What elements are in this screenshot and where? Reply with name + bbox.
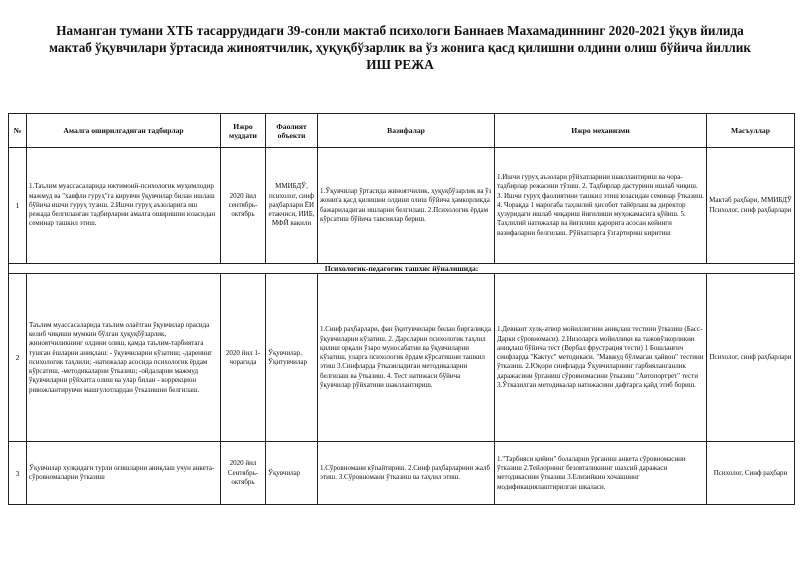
row-mechanism: 1."Тарбияси қийин" болаларни ўрганиш анкета сўровномасини ўтказиш 2.Тейлорнинг безовталикнинг шахсий даражаси методикасини ўтказиш 3.Елизийкин хочашнинг модификациялаштирилган шкаласи. <box>495 442 707 505</box>
row-object: ММИБДЎ, психолог, синф раҳбарлари ЁИ етакчиси, ИИБ, МФЙ вакили <box>266 148 318 264</box>
section-title: Психологик-педагогик ташхис йўналишида: <box>9 264 795 274</box>
row-tasks: 1.Сўровномани кўпайтириш. 2.Синф раҳбарларини жалб этиш. 3.Сўровномани ўтказиш ва таҳлил этиш. <box>318 442 495 505</box>
plan-table <box>8 113 795 505</box>
table-row <box>9 274 795 442</box>
row-mechanism: 1.Ишчи гуруҳ аъзолари рўйхатларини шакллантириш ва чора-тадбирлар режасини тўзиш. 2. Тадбирлар дастурини ишлаб чиқиш. 3. Ишчи гуруҳ фаолиятини ташкил этиш юзасидан семинар ўтказиш. 4. Чорақда 1 марогаба таҳлилий ҳисобот тайёрлаш ва директор ҳузуридаги ишлаб чиқариш йиғилиши муҳокамасига қўйиш. 5. Таҳлилий натижалар ва йиғилиш қарорига асосан кейинги вазифаларни белгилаш. Рўйхатларга ўзгартириш киритиш <box>495 148 707 264</box>
table-row <box>9 148 795 264</box>
row-object: Ўқувчилар, Ўқитувчилар <box>266 274 318 442</box>
row-responsible: Психолог, Синф раҳбари <box>707 442 795 505</box>
section-row <box>9 264 795 274</box>
row-activity: Ўқувчилар хулқидаги турли оғишларни аниқлаш учун анкета-сўровномаларни ўтказиш <box>27 442 221 505</box>
row-num: 1 <box>9 148 27 264</box>
row-num: 2 <box>9 274 27 442</box>
header-num: № <box>9 114 27 148</box>
row-tasks: 1.Синф раҳбарлари, фан ўқитувчилари билан биргаликда ўқувчиларни кўзатиш. 2. Дарсларни психологик таҳлил қилиш орқали ўзаро муносабатни ва ўқувчиларни кўзатиш, уларга психологик ёрдам кўрсатишни ташкил этиш 3.Синфларда ўтказиладиган методикаларни белгилаш ва ўтказиш. 4. Тест натижаси бўйича ўқувчилар рўйхатини шакллантириш. <box>318 274 495 442</box>
row-object: Ўқувчилар <box>266 442 318 505</box>
header-responsible: Масъуллар <box>707 114 795 148</box>
row-deadline: 2020 йил сентябрь-октябрь <box>221 148 266 264</box>
row-deadline: 2020 йил 1-чорагида <box>221 274 266 442</box>
row-responsible: Психолог, синф раҳбарлари <box>707 274 795 442</box>
row-tasks: 1.Ўқувчилар ўртасида жиноятчилик, ҳуқуқбўзарлик ва ўз жонига қасд қилишни олдини олиш бўйича ҳамкорликда бажариладиган ишларни белгилаш. 2.Психологик ёрдам кўрсатиш бўйича тавсиялар бериш. <box>318 148 495 264</box>
document-title <box>0 22 800 73</box>
title-line-1: Наманган тумани ХТБ тасаррудидаги 39-сонли мактаб психологи Баннаев Махамадиннинг 2020-2021 ўқув йилида <box>56 23 744 38</box>
row-responsible: Мактаб раҳбари, ММИБДЎ Психолог, синф раҳбарлари <box>707 148 795 264</box>
row-activity: 1.Таълим муассасаларида ижтимоий-психологик муҳимлодир мажмуд ва "хавфли гуруҳ"га кирувчи ўқувчилар билан ишлаш бўйича ишчи гуруҳ тузиш. 2.Ишчи гуруҳ аъзоларига иш режада белгиланган тадбирларни амалга оширишни юзасидан семинар ташкил этиш. <box>27 148 221 264</box>
row-mechanism: 1.Девиант хулқ-атвор мойиллигини аниқлаш тестини ўтказиш (Басс-Дарки сўровномаси). 2.Низоларга мойиллики ва тажовўзкорликни аниқлаш бўйича тест (Вербал фрустрация тести) 1 Бошланғич синфларда "Кактус" методикаси. "Мавжуд бўлмаган ҳайвон" тестини ўтказиш. 2.Юқори синфларда Ўқувчиларнинг гарбияланганлик даражасини ўрганиш сўровномасини ўтказиш "Автопортрет" тести 3.Ўтказилган методикалар натижасини дафтарга қайд этиб бориш. <box>495 274 707 442</box>
header-mechanism: Ижро механизми <box>495 114 707 148</box>
header-row <box>9 114 795 148</box>
header-activity: Амалга оширилгадиган тадбирлар <box>27 114 221 148</box>
row-num: 3 <box>9 442 27 505</box>
header-object: Фаолият объекти <box>266 114 318 148</box>
row-activity: Таълим муассасаларида таълим олаётган ўқувчилар орасида келиб чиқиши мумкин бўлган ҳуқуқбўзарлик, жиноятчиликнинг олдини олиш, қамда таълим-тарбиятага тушган ёшларни аниқлаш: - ўқувчиларни кўзатиш; -даренинг психологик таҳлили; -натижалар асосида психологик ёрдам кўрсатиш, -методикаларни ўтказиш; -ойдаларни мажмуд ўқувчиларни рўйхатга олиш ва улар билан - коррекцион ривожлантирувчи машғулотлардан ўтказишни белгилаш. <box>27 274 221 442</box>
title-line-2: мактаб ўқувчилари ўртасида жиноятчилик, ҳуқуқбўзарлик ва ўз жонига қасд қилишни олдини олиш бўйича йиллик <box>48 40 752 55</box>
table-row <box>9 442 795 505</box>
header-tasks: Вазифалар <box>318 114 495 148</box>
header-deadline: Ижро муддати <box>221 114 266 148</box>
row-deadline: 2020 йил Сентябрь-октябрь <box>221 442 266 505</box>
title-line-3: ИШ РЕЖА <box>366 57 434 72</box>
